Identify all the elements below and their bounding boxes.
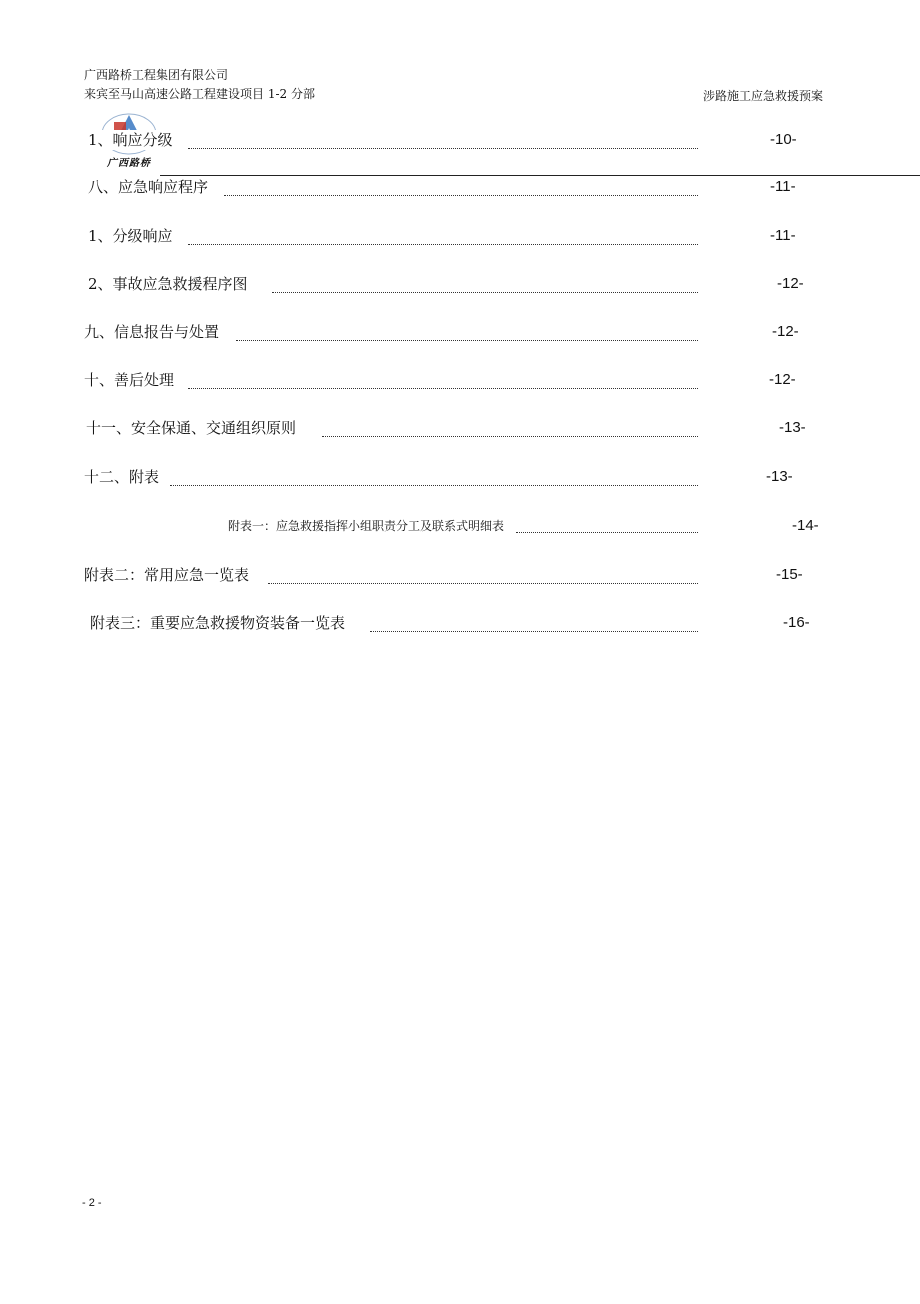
toc-entry-page: -12- <box>777 275 804 292</box>
toc-entry-page: -16- <box>783 614 810 631</box>
toc-entry[interactable] <box>0 418 920 440</box>
toc-entry-title: 十二、附表 <box>84 467 163 487</box>
toc-leader-dots <box>188 132 698 149</box>
toc-entry-page: -15- <box>776 566 803 583</box>
toc-entry-title: 九、信息报告与处置 <box>84 322 223 342</box>
toc-entry-title: 附表一：应急救援指挥小组职责分工及联系式明细表 <box>228 516 508 536</box>
toc-entry-title: 附表三：重要应急救援物资装备一览表 <box>90 613 349 633</box>
toc-entry-title: 1、分级响应 <box>88 226 177 246</box>
header-project-name: 来宾至马山高速公路工程建设项目 1-2 分部 <box>84 87 315 101</box>
toc-entry-title: 八、应急响应程序 <box>88 177 212 197</box>
toc-leader-dots <box>370 615 698 632</box>
toc-entry-page: -11- <box>770 178 796 195</box>
page-number: - 2 - <box>82 1197 102 1209</box>
toc-entry-page: -13- <box>766 468 793 485</box>
toc-entry[interactable] <box>0 370 920 392</box>
toc-entry[interactable] <box>0 274 920 296</box>
toc-leader-dots <box>322 420 698 437</box>
toc-entry-page: -10- <box>770 131 797 148</box>
toc-entry[interactable] <box>0 613 920 635</box>
toc-entry-title: 十、善后处理 <box>84 370 178 390</box>
toc-entry[interactable] <box>0 130 920 152</box>
toc-entry-page: -14- <box>792 517 819 534</box>
toc-leader-dots <box>224 179 698 196</box>
toc-leader-dots <box>272 276 698 293</box>
toc-entry-title: 附表二：常用应急一览表 <box>84 565 253 585</box>
toc-leader-dots <box>516 520 698 533</box>
toc-entry-title: 十一、安全保通、交通组织原则 <box>86 418 300 438</box>
toc-entry-page: -12- <box>769 371 796 388</box>
toc-leader-dots <box>170 469 698 486</box>
header-document-title: 涉路施工应急救援预案 <box>703 89 824 103</box>
header-company-name: 广西路桥工程集团有限公司 <box>84 68 229 82</box>
toc-entry[interactable] <box>0 226 920 248</box>
toc-entry[interactable] <box>0 516 920 538</box>
toc-leader-dots <box>188 372 698 389</box>
toc-entry[interactable] <box>0 565 920 587</box>
toc-entry-page: -12- <box>772 323 799 340</box>
toc-leader-dots <box>236 324 698 341</box>
toc-entry[interactable] <box>0 177 920 199</box>
toc-entry-title: 2、事故应急救援程序图 <box>88 274 252 294</box>
logo-label: 广西路桥 <box>107 158 151 169</box>
toc-entry-page: -13- <box>779 419 806 436</box>
toc-entry[interactable] <box>0 322 920 344</box>
toc-leader-dots <box>188 228 698 245</box>
header-divider <box>160 175 920 176</box>
toc-leader-dots <box>268 567 698 584</box>
toc-entry-page: -11- <box>770 227 796 244</box>
toc-entry[interactable] <box>0 467 920 489</box>
toc-entry-title: 1、响应分级 <box>88 130 177 150</box>
